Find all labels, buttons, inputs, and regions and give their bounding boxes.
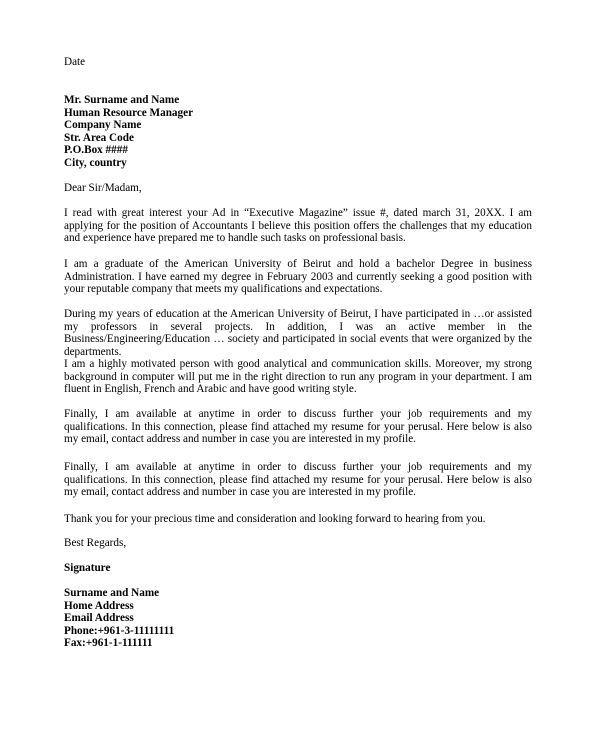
- sender-fax: Fax:+961-1-111111: [64, 637, 153, 649]
- paragraph-text: I read with great interest your Ad in “Executive Magazine” issue #, dated march 31, 20XX. I am applying for the position of Accountants I believe this position offers the challenges that my education and experience have prepared me to handle such tasks on professional basis.: [64, 207, 532, 244]
- paragraph-text: I am a highly motivated person with good analytical and communication skills. Moreover, my strong background in computer will put me in the right direction to run any program in your department. I am fluent in English, French and Arabic and have good writing style.: [64, 358, 532, 395]
- paragraph-activities: [64, 308, 532, 358]
- thanks-text: Thank you for your precious time and consideration and looking forward to hearing from you.: [64, 513, 486, 525]
- signature-block: [64, 562, 532, 575]
- sender-phone: Phone:+961-3-11111111: [64, 624, 175, 637]
- thanks-line: [64, 513, 532, 526]
- recipient-title: Human Resource Manager: [64, 106, 194, 119]
- paragraph-text: I am a graduate of the American University of Beirut and hold a bachelor Degree in business Administration. I have earned my degree in February 2003 and currently seeking a good position with your reputable company that meets my qualifications and expectations.: [64, 258, 532, 295]
- sender-name: Surname and Name: [64, 587, 160, 599]
- sender-home-address: Home Address: [64, 599, 134, 612]
- salutation-text: Dear Sir/Madam,: [64, 182, 142, 194]
- sender-email-address: Email Address: [64, 612, 134, 624]
- closing-text: Best Regards,: [64, 537, 127, 549]
- recipient-pobox: P.O.Box ####: [64, 144, 128, 156]
- paragraph-text: Finally, I am available at anytime in order to discuss further your job requirements and my qualifications. In this connection, please find attached my resume for your perusal. Here below is also my email, contact address and number in case you are interested in my profile.: [64, 408, 532, 445]
- recipient-address: [64, 94, 532, 169]
- recipient-company: Company Name: [64, 119, 142, 131]
- paragraph-text: During my years of education at the American University of Beirut, I have participated in …or assisted my professors in several projects. In addition, I was an active member in the Business/Engineering/Education … society and participated in social events that were organized by the departments.: [64, 308, 532, 358]
- paragraph-application: [64, 207, 532, 245]
- recipient-name: Mr. Surname and Name: [64, 94, 180, 106]
- closing: [64, 537, 532, 550]
- sender-details: [64, 587, 532, 650]
- date-text: Date: [64, 56, 86, 68]
- paragraph-availability-repeat: [64, 461, 532, 499]
- paragraph-availability: [64, 408, 532, 446]
- letter-date: [64, 56, 532, 69]
- paragraph-education: [64, 258, 532, 296]
- recipient-city: City, country: [64, 156, 127, 169]
- salutation: [64, 182, 532, 195]
- paragraph-text: Finally, I am available at anytime in order to discuss further your job requirements and my qualifications. In this connection, please find attached my resume for your perusal. Here below is also my email, contact address and number in case you are interested in my profile.: [64, 461, 532, 498]
- signature-text: Signature: [64, 562, 111, 574]
- recipient-street: Str. Area Code: [64, 131, 134, 144]
- paragraph-skills: [64, 358, 532, 396]
